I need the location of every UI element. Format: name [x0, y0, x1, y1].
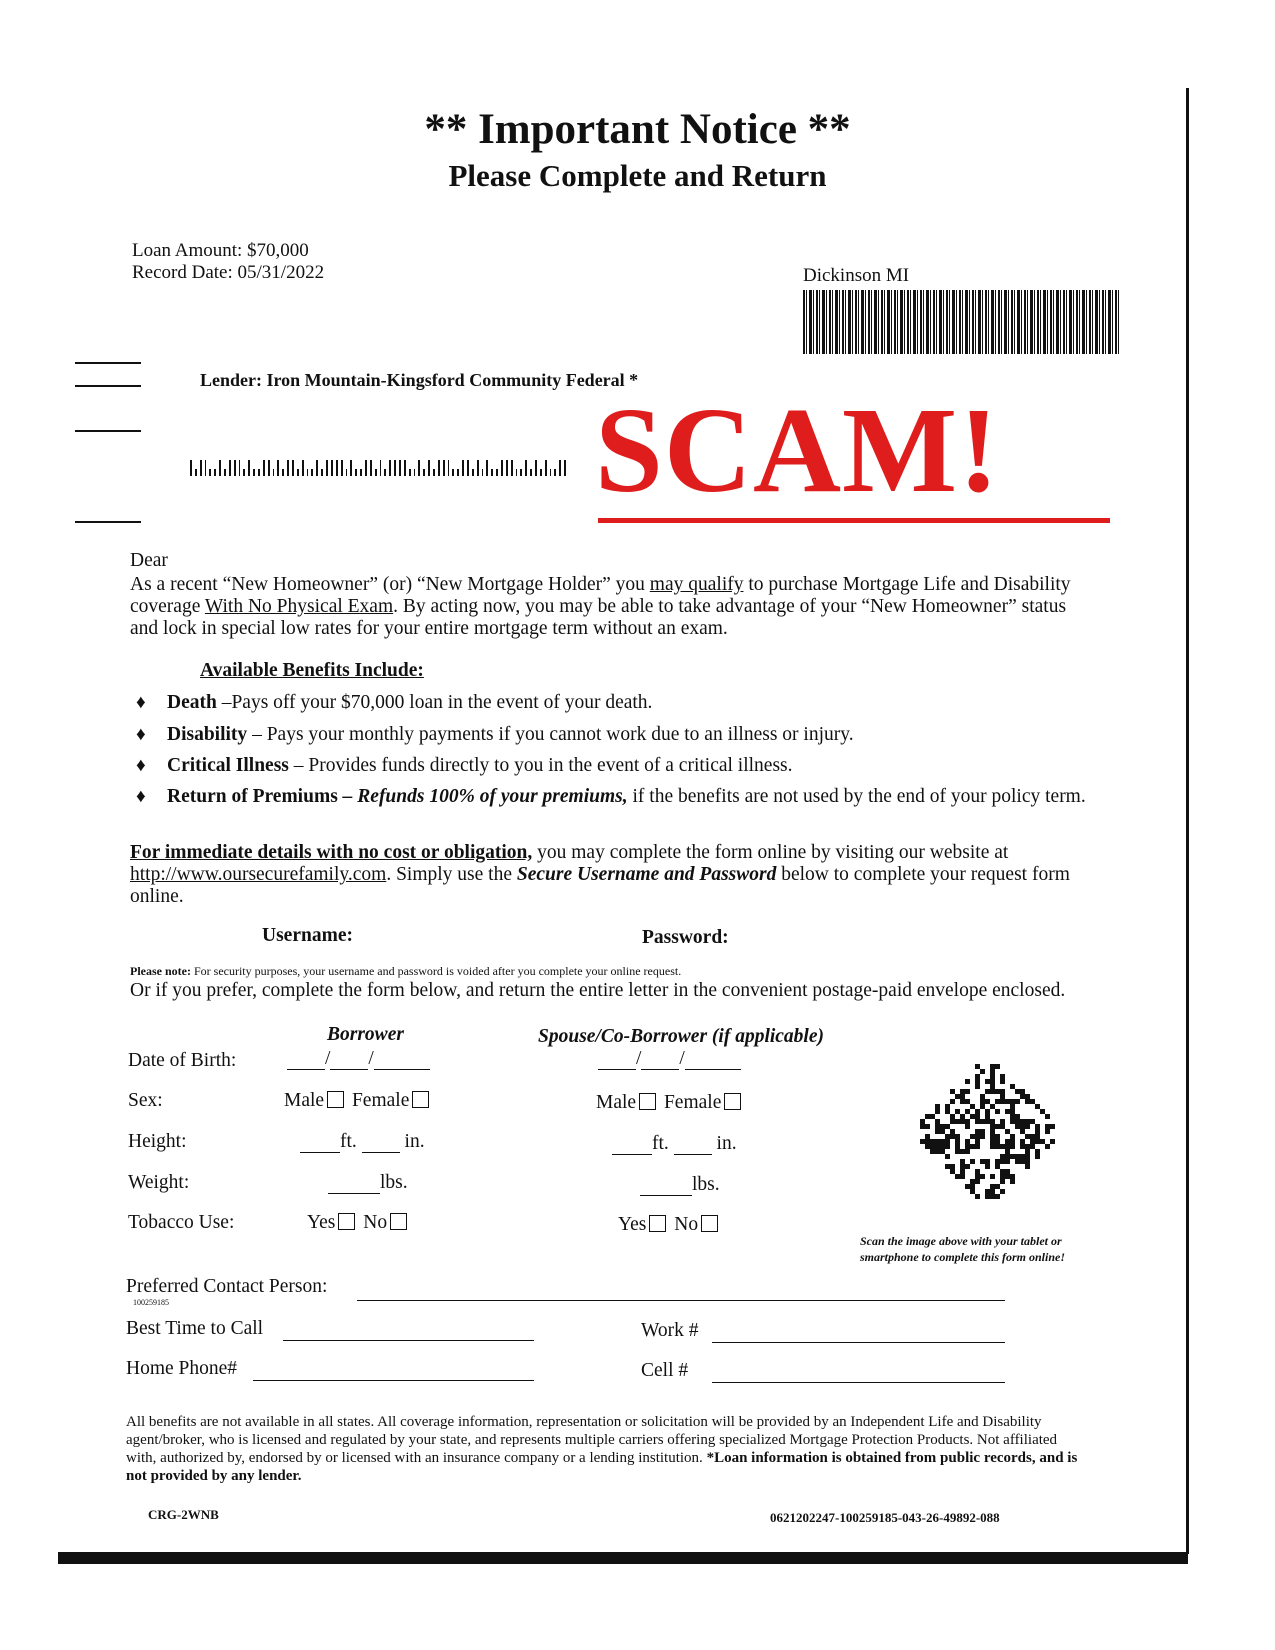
best-time-label: Best Time to Call [126, 1318, 264, 1339]
borrower-weight-field[interactable]: lbs. [328, 1172, 408, 1194]
notice-title: ** Important Notice ** [424, 106, 851, 153]
website-link[interactable]: http://www.oursecurefamily.com [130, 864, 387, 885]
greeting: Dear [130, 550, 168, 571]
record-date: Record Date: 05/31/2022 [132, 262, 325, 283]
benefit-item: Critical Illness – Provides funds directly to you in the event of a critical illness. [167, 755, 793, 776]
coborrower-height-field[interactable]: ft. in. [612, 1133, 737, 1155]
benefits-heading: Available Benefits Include: [200, 660, 424, 681]
work-label: Work # [641, 1320, 699, 1341]
borrower-sex-options: Male Female [284, 1090, 432, 1112]
borrower-dob-field[interactable]: / / [287, 1048, 430, 1070]
qr-code[interactable] [920, 1064, 1055, 1199]
coborrower-female-checkbox[interactable] [724, 1093, 741, 1110]
coborrower-tobacco-options: Yes No [618, 1214, 721, 1236]
divider [75, 362, 141, 364]
coborrower-male-checkbox[interactable] [639, 1093, 656, 1110]
coborrower-no-checkbox[interactable] [701, 1215, 718, 1232]
best-time-field[interactable] [283, 1322, 534, 1341]
coborrower-heading: Spouse/Co-Borrower (if applicable) [538, 1026, 824, 1047]
borrower-yes-checkbox[interactable] [338, 1213, 355, 1230]
page-edge-bottom [58, 1552, 1188, 1564]
location: Dickinson MI [803, 265, 910, 286]
diamond-icon: ♦ [136, 692, 146, 713]
coborrower-yes-checkbox[interactable] [649, 1215, 666, 1232]
disclaimer: All benefits are not available in all states. All coverage information, representation or solicitation will be provided by an Independent Life and Disability agent/broker, who is licensed and regulated by your state, and represents multiple carriers offering specialized Mortgage Protection Products. Not affiliated with, authorized by, endorsed by or licensed with an insurance company or a lending institution. *Loan information is obtained from public records, and is not provided by any lender. [126, 1414, 1078, 1484]
work-field[interactable] [712, 1324, 1005, 1343]
diamond-icon: ♦ [136, 755, 146, 776]
form-code: CRG-2WNB [148, 1507, 219, 1522]
home-phone-label: Home Phone# [126, 1358, 238, 1379]
small-code: 100259185 [133, 1298, 169, 1307]
benefit-item: Return of Premiums – Refunds 100% of your premiums, if the benefits are not used by the end of your policy term. [167, 786, 1086, 807]
online-paragraph: For immediate details with no cost or obligation, you may complete the form online by visiting our website at http://www.oursecurefamily.com. Simply use the Secure Username and Password below to complete your request form online. [130, 842, 1070, 907]
divider [75, 430, 141, 432]
intro-paragraph: As a recent “New Homeowner” (or) “New Mortgage Holder” you may qualify to purchase Mortgage Life and Disability coverage With No Physical Exam. By acting now, you may be able to take advantage of your “New Homeowner” status and lock in special low rates for your entire mortgage term without an exam. [130, 574, 1071, 639]
weight-label: Weight: [128, 1172, 190, 1193]
borrower-heading: Borrower [327, 1024, 404, 1045]
notice-subtitle: Please Complete and Return [448, 158, 827, 193]
diamond-icon: ♦ [136, 724, 146, 745]
username-label: Username: [262, 925, 353, 946]
qr-caption: Scan the image above with your tablet or smartphone to complete this form online! [860, 1234, 1066, 1264]
borrower-female-checkbox[interactable] [412, 1091, 429, 1108]
tracking-code: 0621202247-100259185-043-26-49892-088 [770, 1510, 1000, 1525]
contact-person-label: Preferred Contact Person: [126, 1276, 328, 1297]
borrower-height-field[interactable]: ft. in. [300, 1131, 425, 1153]
borrower-tobacco-options: Yes No [307, 1212, 410, 1234]
postal-barcode [190, 456, 566, 476]
lender-line: Lender: Iron Mountain-Kingsford Community Federal * [200, 370, 639, 390]
mail-option-text: Or if you prefer, complete the form below, and return the entire letter in the convenient postage-paid envelope enclosed. [130, 980, 1066, 1001]
security-note: Please note: For security purposes, your username and password is voided after you complete your online request. [130, 964, 682, 978]
divider [75, 385, 141, 387]
tobacco-label: Tobacco Use: [128, 1212, 235, 1233]
coborrower-sex-options: Male Female [596, 1092, 744, 1114]
borrower-no-checkbox[interactable] [390, 1213, 407, 1230]
scam-stamp: SCAM! [595, 383, 1000, 518]
contact-person-field[interactable] [357, 1282, 1005, 1301]
cell-field[interactable] [712, 1364, 1005, 1383]
borrower-male-checkbox[interactable] [327, 1091, 344, 1108]
coborrower-weight-field[interactable]: lbs. [640, 1174, 720, 1196]
page-edge-right [1186, 88, 1189, 1554]
barcode [803, 290, 1120, 354]
loan-amount: Loan Amount: $70,000 [132, 240, 309, 261]
password-label: Password: [642, 927, 729, 948]
sex-label: Sex: [128, 1090, 163, 1111]
dob-label: Date of Birth: [128, 1050, 237, 1071]
divider [75, 521, 141, 523]
scam-underline [598, 518, 1110, 523]
benefit-item: Death –Pays off your $70,000 loan in the event of your death. [167, 692, 653, 713]
diamond-icon: ♦ [136, 786, 146, 807]
cell-label: Cell # [641, 1360, 689, 1381]
home-phone-field[interactable] [253, 1362, 534, 1381]
benefit-item: Disability – Pays your monthly payments if you cannot work due to an illness or injury. [167, 724, 854, 745]
height-label: Height: [128, 1131, 187, 1152]
coborrower-dob-field[interactable]: / / [598, 1048, 741, 1070]
